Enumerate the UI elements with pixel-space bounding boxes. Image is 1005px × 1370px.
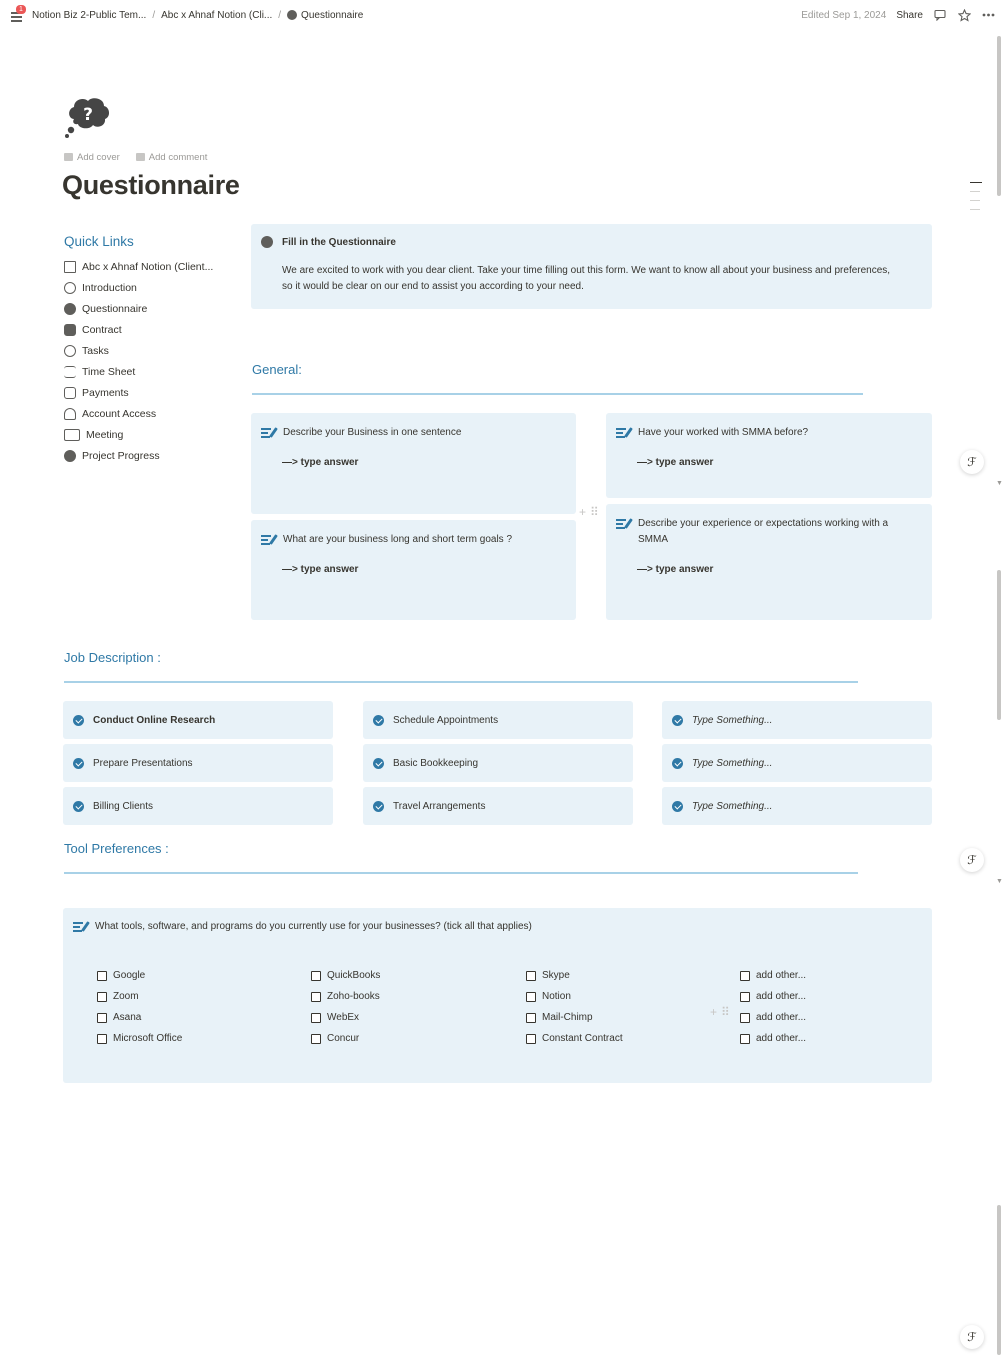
scroll-down-icon[interactable]: ▼ (996, 480, 1003, 487)
scroll-down-icon[interactable]: ▼ (996, 878, 1003, 885)
general-section-title: General: (252, 362, 302, 377)
tools-column (526, 965, 623, 1049)
callout-body: We are excited to work with you dear client. Take your time filling out this form. We want to know all about your business and preferences, so it would be clear on our end to assist you according to your need. (282, 265, 891, 292)
edit-list-icon (616, 427, 630, 439)
checkbox-icon (526, 1013, 536, 1023)
checkbox-icon (97, 992, 107, 1002)
scrollbar[interactable] (997, 36, 1001, 196)
quick-link-meeting[interactable]: Meeting (64, 424, 213, 445)
block-drag-handle[interactable]: +⠿ (579, 505, 603, 519)
breadcrumb-client[interactable]: Abc x Ahnaf Notion (Cli... (161, 9, 273, 21)
people-icon (64, 282, 76, 294)
job-item[interactable]: Conduct Online Research (63, 701, 333, 739)
answer-field[interactable]: —> type answer (637, 457, 714, 468)
edit-list-icon (261, 427, 275, 439)
checkbox-icon (311, 1034, 321, 1044)
menu-icon[interactable] (10, 8, 24, 22)
checkbox-icon (740, 1013, 750, 1023)
job-item[interactable]: Type Something... (662, 787, 932, 825)
checkbox-icon (97, 971, 107, 981)
question-text: Describe your experience or expectations working with a SMMA (638, 518, 889, 545)
tool-checkbox[interactable]: Asana (97, 1007, 182, 1028)
tool-checkbox[interactable]: Google (97, 965, 182, 986)
job-item[interactable]: Schedule Appointments (363, 701, 633, 739)
ai-assistant-icon[interactable]: ℱ (960, 1325, 984, 1349)
check-circle-icon (672, 758, 683, 769)
quick-link-questionnaire[interactable]: Questionnaire (64, 298, 213, 319)
contract-icon (64, 324, 76, 336)
quick-link-introduction[interactable]: Introduction (64, 277, 213, 298)
check-circle-icon (73, 758, 84, 769)
tool-checkbox[interactable]: Notion (526, 986, 623, 1007)
check-circle-icon (672, 801, 683, 812)
breadcrumb-current[interactable]: Questionnaire (301, 9, 364, 21)
question-bubble-icon[interactable] (64, 95, 112, 139)
edit-list-icon (261, 534, 275, 546)
account-icon (64, 408, 76, 420)
answer-field[interactable]: —> type answer (282, 457, 359, 468)
scrollbar[interactable] (997, 570, 1001, 720)
checkbox-icon (740, 992, 750, 1002)
tool-checkbox[interactable]: add other... (740, 1007, 806, 1028)
quick-link-client[interactable]: Abc x Ahnaf Notion (Client... (64, 256, 213, 277)
tools-column (97, 965, 182, 1049)
tools-column (740, 965, 806, 1049)
question-text: Have your worked with SMMA before? (638, 427, 809, 438)
check-circle-icon (373, 715, 384, 726)
tool-checkbox[interactable]: Microsoft Office (97, 1028, 182, 1049)
question-text: Describe your Business in one sentence (283, 427, 462, 438)
divider (252, 393, 863, 395)
tool-checkbox[interactable]: Mail-Chimp (526, 1007, 623, 1028)
image-icon (64, 153, 73, 161)
breadcrumb-workspace[interactable]: Notion Biz 2-Public Tem... (32, 9, 147, 21)
check-circle-icon (373, 758, 384, 769)
question-card-smma[interactable] (606, 413, 932, 498)
quick-link-tasks[interactable]: Tasks (64, 340, 213, 361)
tool-checkbox[interactable]: QuickBooks (311, 965, 380, 986)
scrollbar[interactable] (997, 1205, 1001, 1355)
tools-card[interactable] (63, 908, 932, 1083)
check-circle-icon (672, 715, 683, 726)
checkbox-icon (311, 992, 321, 1002)
payment-icon (64, 387, 76, 399)
divider (64, 872, 858, 874)
tool-checkbox[interactable]: Zoom (97, 986, 182, 1007)
job-item[interactable]: Billing Clients (63, 787, 333, 825)
top-bar (0, 0, 1005, 30)
tool-preferences-title: Tool Preferences : (64, 841, 169, 856)
document-icon (64, 261, 76, 273)
checkbox-icon (97, 1034, 107, 1044)
question-card-business[interactable] (251, 413, 576, 514)
question-icon (287, 10, 297, 20)
check-circle-icon (373, 801, 384, 812)
job-item[interactable]: Basic Bookkeeping (363, 744, 633, 782)
question-text: What tools, software, and programs do you currently use for your businesses? (tick all that applies) (95, 921, 532, 932)
answer-field[interactable]: —> type answer (282, 564, 359, 575)
quick-link-account-access[interactable]: Account Access (64, 403, 213, 424)
badge-icon (261, 236, 273, 248)
page-title[interactable]: Questionnaire (62, 170, 240, 200)
star-icon[interactable] (957, 8, 971, 22)
add-comment-button[interactable]: Add comment (136, 152, 208, 163)
meeting-icon (64, 429, 80, 441)
topbar-actions (801, 8, 995, 22)
tool-checkbox[interactable]: Zoho-books (311, 986, 380, 1007)
checkbox-icon (740, 1034, 750, 1044)
quick-links-title: Quick Links (64, 234, 134, 249)
header-actions (64, 152, 207, 163)
checkbox-icon (97, 1013, 107, 1023)
target-icon (64, 345, 76, 357)
progress-icon (64, 450, 76, 462)
tool-checkbox[interactable]: add other... (740, 965, 806, 986)
tool-checkbox[interactable]: Skype (526, 965, 623, 986)
tool-checkbox[interactable]: add other... (740, 1028, 806, 1049)
svg-text:?: ? (83, 105, 93, 125)
tool-checkbox[interactable]: Concur (311, 1028, 380, 1049)
breadcrumb-separator: / (152, 9, 156, 21)
question-text: What are your business long and short term goals ? (283, 534, 513, 545)
job-item[interactable]: Prepare Presentations (63, 744, 333, 782)
add-cover-button[interactable]: Add cover (64, 152, 120, 163)
callout-title: Fill in the Questionnaire (282, 236, 396, 248)
hourglass-icon (64, 366, 76, 378)
tool-checkbox[interactable]: Constant Contract (526, 1028, 623, 1049)
breadcrumb-separator: / (278, 9, 282, 21)
quick-link-contract[interactable]: Contract (64, 319, 213, 340)
edit-list-icon (616, 518, 630, 530)
share-button[interactable]: Share (896, 9, 923, 21)
job-item[interactable]: Type Something... (662, 744, 932, 782)
check-circle-icon (73, 801, 84, 812)
notification-badge: 1 (16, 5, 26, 14)
tools-column (311, 965, 380, 1049)
quick-link-project-progress[interactable]: Project Progress (64, 445, 213, 466)
quick-link-time-sheet[interactable]: Time Sheet (64, 361, 213, 382)
block-drag-handle[interactable]: +⠿ (710, 1005, 734, 1019)
comment-icon (136, 153, 145, 161)
ai-assistant-icon[interactable]: ℱ (960, 848, 984, 872)
job-description-title: Job Description : (64, 650, 161, 665)
checkbox-icon (526, 1034, 536, 1044)
comment-icon[interactable] (933, 8, 947, 22)
job-item[interactable]: Type Something... (662, 701, 932, 739)
checkbox-icon (311, 1013, 321, 1023)
intro-callout[interactable] (251, 224, 932, 309)
divider (64, 681, 858, 683)
edited-timestamp: Edited Sep 1, 2024 (801, 9, 887, 21)
quick-links-list (64, 256, 213, 466)
checkbox-icon (526, 971, 536, 981)
question-icon (64, 303, 76, 315)
job-item[interactable]: Travel Arrangements (363, 787, 633, 825)
tool-checkbox[interactable]: add other... (740, 986, 806, 1007)
page-outline[interactable] (970, 182, 982, 218)
more-icon[interactable] (981, 8, 995, 22)
tool-checkbox[interactable]: WebEx (311, 1007, 380, 1028)
checkbox-icon (740, 971, 750, 981)
quick-link-payments[interactable]: Payments (64, 382, 213, 403)
answer-field[interactable]: —> type answer (637, 564, 714, 575)
checkbox-icon (311, 971, 321, 981)
edit-list-icon (73, 921, 87, 933)
check-circle-icon (73, 715, 84, 726)
ai-assistant-icon[interactable]: ℱ (960, 450, 984, 474)
question-card-goals[interactable] (251, 520, 576, 620)
question-card-experience[interactable] (606, 504, 932, 620)
checkbox-icon (526, 992, 536, 1002)
